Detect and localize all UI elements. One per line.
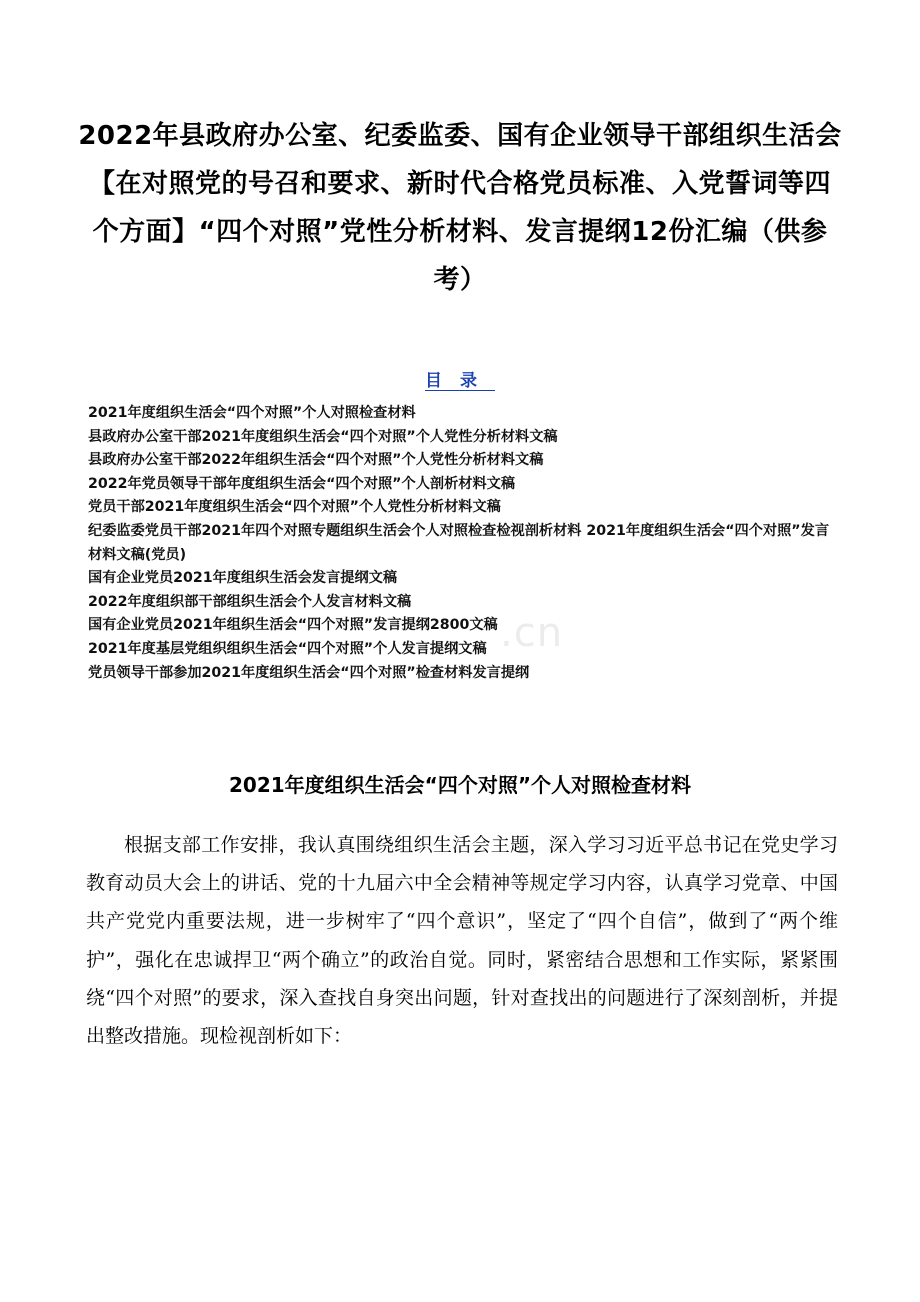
- toc-item[interactable]: 国有企业党员2021年组织生活会“四个对照”发言提纲2800文稿: [88, 617, 498, 634]
- toc-item[interactable]: 2021年度基层党组织组织生活会“四个对照”个人发言提纲文稿: [88, 640, 487, 657]
- toc-item[interactable]: 纪委监委党员干部2021年四个对照专题组织生活会个人对照检查检视剖析材料 2021年度组织生活会“四个对照”发言材料文稿(党员): [88, 522, 830, 563]
- watermark: .cn: [500, 610, 564, 656]
- toc-item[interactable]: 县政府办公室干部2021年度组织生活会“四个对照”个人党性分析材料文稿: [88, 428, 558, 445]
- section-title: 2021年度组织生活会“四个对照”个人对照检查材料: [229, 773, 691, 797]
- toc-item[interactable]: 县政府办公室干部2022年组织生活会“四个对照”个人党性分析材料文稿: [88, 452, 544, 469]
- toc-item[interactable]: 2021年度组织生活会“四个对照”个人对照检查材料: [88, 405, 416, 421]
- toc-item[interactable]: 党员干部2021年度组织生活会“四个对照”个人党性分析材料文稿: [88, 499, 501, 516]
- toc-item[interactable]: 2022年度组织部干部组织生活会个人发言材料文稿: [88, 593, 412, 610]
- toc-item[interactable]: 党员领导干部参加2021年度组织生活会“四个对照”检查材料发言提纲: [88, 664, 530, 681]
- toc-item[interactable]: 2022年党员领导干部年度组织生活会“四个对照”个人剖析材料文稿: [88, 475, 516, 492]
- toc-heading[interactable]: [0, 366, 920, 391]
- document-title: 2022年县政府办公室、纪委监委、国有企业领导干部组织生活会【在对照党的号召和要求、新时代合格党员标准、入党誓词等四个方面】“四个对照”党性分析材料、发言提纲12份汇编（供参考）: [78, 121, 842, 295]
- toc-heading-link[interactable]: 目录: [425, 371, 495, 391]
- toc-item[interactable]: 国有企业党员2021年度组织生活会发言提纲文稿: [88, 570, 398, 587]
- toc-list: [88, 402, 836, 685]
- body-paragraph: 根据支部工作安排，我认真围绕组织生活会主题，深入学习习近平总书记在党史学习教育动员大会上的讲话、党的十九届六中全会精神等规定学习内容，认真学习党章、中国共产党党内重要法规，进一步树牢了“四个意识”，坚定了“四个自信”，做到了“两个维护”，强化在忠诚捍卫“两个确立”的政治自觉。同时，紧密结合思想和工作实际，紧紧围绕“四个对照”的要求，深入查找自身突出问题，针对查找出的问题进行了深刻剖析，并提出整改措施。现检视剖析如下：: [86, 834, 838, 1048]
